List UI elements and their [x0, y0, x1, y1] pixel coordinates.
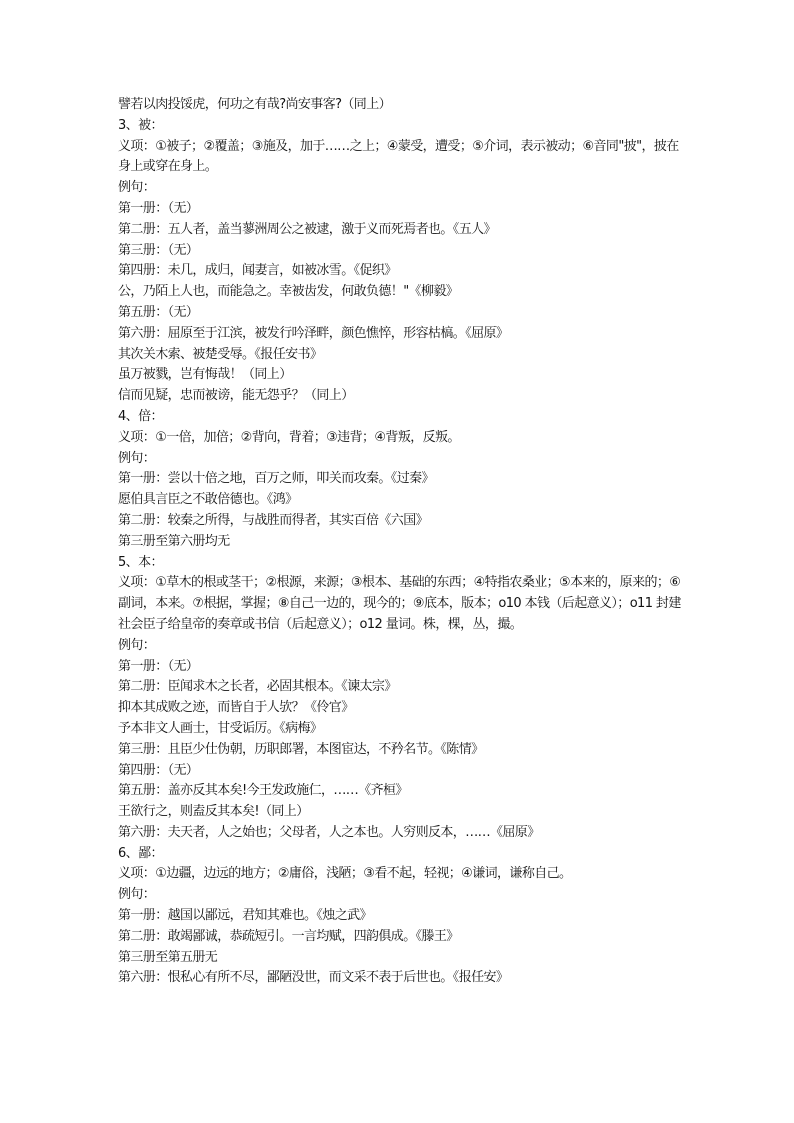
examples-label: 例句：: [118, 180, 156, 196]
text-line: 第四册：（无）: [118, 762, 199, 778]
entry-heading: 6、鄙：: [118, 845, 163, 861]
text-line: 信而见疑，忠而被谤，能无怨乎？（同上）: [118, 388, 354, 404]
text-line: 予本非文人画士，甘受诟厉。《病梅》: [118, 720, 323, 736]
text-line: 第六册：恨私心有所不尽，鄙陋没世，而文采不表于后世也。《报任安》: [118, 970, 509, 986]
text-line: 第一册：越国以鄙远，君知其难也。《烛之武》: [118, 908, 372, 924]
text-line: 第五册：（无）: [118, 304, 199, 320]
text-line: 第一册：（无）: [118, 200, 199, 216]
definition-line: 义项：①一倍，加倍；②背向，背着；③违背；④背叛，反叛。: [118, 429, 460, 445]
text-line: 愿伯具言臣之不敢倍德也。《鸿》: [118, 492, 298, 508]
text-line: 第五册：盖亦反其本矣!今王发政施仁，……《齐桓》: [118, 783, 408, 799]
definition-line: 义项：①被子；②覆盖；③施及，加于……之上；④蒙受，遭受；⑤介词，表示被动；⑥音同"披"，披在身上或穿在身上。: [118, 138, 679, 175]
entry-heading: 3、被：: [118, 117, 163, 133]
text-line: 虽万被戮，岂有悔哉！（同上）: [118, 367, 292, 383]
text-line: 第二册：臣闻求木之长者，必固其根本。《谏太宗》: [118, 679, 397, 695]
entry-heading: 5、本：: [118, 554, 163, 570]
text-line: 第四册：未几，成归，闻妻言，如被冰雪。《促织》: [118, 263, 397, 279]
text-line: 第三册：且臣少仕伪朝，历职郎署，本图宦达，不矜名节。《陈情》: [118, 741, 484, 757]
text-line: 第六册：屈原至于江滨，被发行吟泽畔，颜色憔悴，形容枯槁。《屈原》: [118, 325, 509, 341]
text-line: 第二册：较秦之所得，与战胜而得者，其实百倍《六国》: [118, 512, 429, 528]
definition-line: 义项：①边疆，边远的地方；②庸俗，浅陋；③看不起，轻视；④谦词，谦称自己。: [118, 866, 572, 882]
text-line: 第三册至第六册均无: [118, 533, 230, 549]
definition-line: 义项：①草木的根或茎干；②根源，来源；③根本、基础的东西；④特指农桑业；⑤本来的，原来的；⑥副词，本来。⑦根据，掌握；⑧自己一边的，现今的；⑨底本，版本；o10 本钱（后起意义）；o11 封建社会臣子给皇帝的奏章或书信（后起意义）；o12 量词。株，棵，丛，撮。: [118, 575, 681, 632]
examples-label: 例句：: [118, 450, 156, 466]
text-line: 第三册至第五册无: [118, 949, 218, 965]
text-line: 第一册：尝以十倍之地，百万之师，叩关而攻秦。《过秦》: [118, 471, 434, 487]
text-line: 抑本其成败之迹，而皆自于人欤？《伶官》: [118, 700, 354, 716]
examples-label: 例句：: [118, 887, 156, 903]
text-line: 第三册：（无）: [118, 242, 199, 258]
text-line: 第六册：夫天者，人之始也；父母者，人之本也。人穷则反本，……《屈原》: [118, 824, 540, 840]
text-line: 公，乃陌上人也，而能急之。幸被齿发，何敢负德！"《柳毅》: [118, 284, 459, 300]
text-line: 第一册：（无）: [118, 658, 199, 674]
examples-label: 例句：: [118, 637, 156, 653]
text-line: 第二册：五人者，盖当蓼洲周公之被逮，激于义而死焉者也。《五人》: [118, 221, 496, 237]
text-line: 王欲行之，则盍反其本矣!（同上）: [118, 804, 309, 820]
text-line: 第二册：敢竭鄙诚，恭疏短引。一言均赋，四韵俱成。《滕王》: [118, 928, 459, 944]
text-line: 譬若以肉投馁虎，何功之有哉?尚安事客?（同上）: [118, 97, 392, 112]
document-page: [118, 95, 688, 989]
text-line: 其次关木索、被楚受辱。《报任安书》: [118, 346, 323, 362]
entry-heading: 4、倍：: [118, 408, 163, 424]
